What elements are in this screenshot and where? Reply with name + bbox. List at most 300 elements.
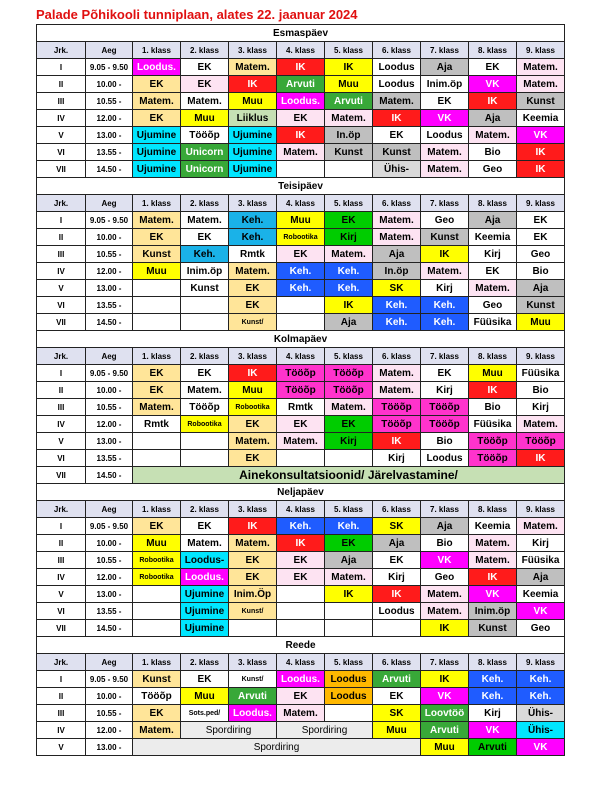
lesson-cell: EK xyxy=(229,416,277,433)
day-title-row xyxy=(37,178,565,195)
lesson-cell: Keh. xyxy=(277,263,325,280)
lesson-cell: Robootika xyxy=(133,569,181,586)
lesson-cell: SK xyxy=(373,705,421,722)
column-header: 5. klass xyxy=(325,42,373,59)
lesson-cell: Rmtk xyxy=(133,416,181,433)
lesson-cell: Inim.Öp xyxy=(229,586,277,603)
lesson-cell: Arvuti xyxy=(469,739,517,756)
lesson-cell xyxy=(133,603,181,620)
lesson-cell: Keemia xyxy=(469,229,517,246)
lesson-cell: Rmtk xyxy=(277,399,325,416)
lesson-cell: IK xyxy=(517,450,565,467)
lesson-cell: In.öp xyxy=(325,127,373,144)
lesson-cell: Aja xyxy=(469,212,517,229)
lesson-cell: Loodus xyxy=(421,450,469,467)
lesson-cell: Füüsika xyxy=(469,416,517,433)
lesson-cell: Matem. xyxy=(469,280,517,297)
lesson-row xyxy=(37,212,565,229)
column-header: 2. klass xyxy=(181,195,229,212)
lesson-cell: EK xyxy=(133,110,181,127)
day-title-row xyxy=(37,25,565,42)
lesson-time: 13.00 - xyxy=(86,280,133,297)
lesson-cell: Ühis- xyxy=(373,161,421,178)
lesson-cell: Loodus. xyxy=(277,671,325,688)
lesson-cell: Kirj xyxy=(517,399,565,416)
column-header: 8. klass xyxy=(469,42,517,59)
lesson-cell: Matem. xyxy=(421,161,469,178)
lesson-number: VII xyxy=(37,161,86,178)
lesson-cell: Arvuti xyxy=(325,93,373,110)
lesson-cell: Aja xyxy=(421,59,469,76)
lesson-cell: Matem. xyxy=(421,586,469,603)
column-header: 9. klass xyxy=(517,654,565,671)
lesson-time: 12.00 - xyxy=(86,722,133,739)
lesson-cell: Kunst xyxy=(517,93,565,110)
column-header: 9. klass xyxy=(517,501,565,518)
lesson-row xyxy=(37,144,565,161)
lesson-cell: Matem. xyxy=(373,93,421,110)
lesson-cell: Unicorn xyxy=(181,144,229,161)
lesson-cell: Tööõp xyxy=(517,433,565,450)
lesson-cell: SK xyxy=(373,280,421,297)
lesson-number: I xyxy=(37,212,86,229)
lesson-cell xyxy=(373,620,421,637)
lesson-cell: Muu xyxy=(133,263,181,280)
lesson-cell: Muu xyxy=(181,688,229,705)
lesson-cell: IK xyxy=(325,297,373,314)
lesson-cell: IK xyxy=(325,586,373,603)
lesson-cell: Ujumine xyxy=(181,603,229,620)
lesson-row xyxy=(37,671,565,688)
lesson-cell: Matem. xyxy=(277,705,325,722)
lesson-cell: Geo xyxy=(517,620,565,637)
lesson-cell: IK xyxy=(373,586,421,603)
lesson-cell: Matem. xyxy=(469,127,517,144)
lesson-cell xyxy=(133,450,181,467)
lesson-cell: Geo xyxy=(517,246,565,263)
column-header: 2. klass xyxy=(181,348,229,365)
lesson-cell: Unicorn xyxy=(181,161,229,178)
header-row xyxy=(37,42,565,59)
lesson-time: 9.05 - 9.50 xyxy=(86,671,133,688)
lesson-cell: IK xyxy=(229,518,277,535)
lesson-cell: Matem. xyxy=(277,433,325,450)
lesson-cell: Ujumine xyxy=(133,144,181,161)
lesson-cell: VK xyxy=(421,552,469,569)
lesson-cell xyxy=(325,603,373,620)
lesson-cell: Muu xyxy=(325,76,373,93)
lesson-cell: Kunst xyxy=(469,620,517,637)
consultation-cell: Ainekonsultatsioonid/ Järelvastamine/ xyxy=(133,467,565,484)
column-header: 9. klass xyxy=(517,195,565,212)
lesson-cell: Keh. xyxy=(517,671,565,688)
lesson-number: V xyxy=(37,433,86,450)
day-title: Reede xyxy=(37,637,565,654)
lesson-cell xyxy=(277,586,325,603)
lesson-cell: Kunst xyxy=(325,144,373,161)
column-header: Jrk. xyxy=(37,501,86,518)
lesson-time: 13.55 - xyxy=(86,450,133,467)
day-title-row xyxy=(37,637,565,654)
lesson-cell: Robootika xyxy=(277,229,325,246)
lesson-cell: EK xyxy=(277,416,325,433)
lesson-time: 12.00 - xyxy=(86,110,133,127)
lesson-cell xyxy=(181,314,229,331)
column-header: 4. klass xyxy=(277,501,325,518)
lesson-row xyxy=(37,280,565,297)
lesson-cell: VK xyxy=(469,586,517,603)
lesson-number: VI xyxy=(37,297,86,314)
header-row xyxy=(37,654,565,671)
column-header: 2. klass xyxy=(181,654,229,671)
header-row xyxy=(37,501,565,518)
column-header: 3. klass xyxy=(229,195,277,212)
lesson-cell: Tööõp xyxy=(325,365,373,382)
lesson-cell: IK xyxy=(469,382,517,399)
lesson-time: 14.50 - xyxy=(86,161,133,178)
lesson-cell: Matem. xyxy=(517,76,565,93)
lesson-cell: Aja xyxy=(373,535,421,552)
lesson-row xyxy=(37,110,565,127)
lesson-cell: Ujumine xyxy=(229,127,277,144)
lesson-cell: Matem. xyxy=(373,229,421,246)
lesson-time: 12.00 - xyxy=(86,263,133,280)
lesson-cell: Loodus. xyxy=(181,569,229,586)
column-header: Aeg xyxy=(86,42,133,59)
lesson-cell xyxy=(277,603,325,620)
lesson-cell: Bio xyxy=(517,263,565,280)
lesson-number: V xyxy=(37,127,86,144)
column-header: 5. klass xyxy=(325,195,373,212)
header-row xyxy=(37,195,565,212)
lesson-cell: Muu xyxy=(133,535,181,552)
column-header: 7. klass xyxy=(421,42,469,59)
lesson-cell: EK xyxy=(277,569,325,586)
column-header: 6. klass xyxy=(373,654,421,671)
lesson-cell: Keh. xyxy=(469,688,517,705)
lesson-cell: Keemia xyxy=(469,518,517,535)
lesson-cell: Liiklus xyxy=(229,110,277,127)
lesson-cell: EK xyxy=(277,110,325,127)
header-row xyxy=(37,348,565,365)
lesson-cell: Matem. xyxy=(421,263,469,280)
lesson-cell xyxy=(181,450,229,467)
lesson-cell: IK xyxy=(325,59,373,76)
lesson-cell: Inim.öp xyxy=(469,603,517,620)
lesson-number: IV xyxy=(37,110,86,127)
lesson-cell: Kirj xyxy=(325,229,373,246)
lesson-cell: Aja xyxy=(517,569,565,586)
lesson-cell: Keh. xyxy=(325,263,373,280)
lesson-row xyxy=(37,705,565,722)
day-title: Neljapäev xyxy=(37,484,565,501)
lesson-cell: Muu xyxy=(469,365,517,382)
lesson-cell: EK xyxy=(517,229,565,246)
lesson-cell: Matem. xyxy=(469,552,517,569)
lesson-cell: Muu xyxy=(229,93,277,110)
lesson-cell: Kirj xyxy=(373,450,421,467)
lesson-cell: IK xyxy=(517,144,565,161)
lesson-number: I xyxy=(37,671,86,688)
lesson-cell: Kirj xyxy=(469,246,517,263)
lesson-row xyxy=(37,297,565,314)
lesson-cell xyxy=(133,620,181,637)
lesson-cell: Kunst/ xyxy=(229,603,277,620)
lesson-cell: Kunst xyxy=(133,671,181,688)
lesson-cell: Arvuti xyxy=(373,671,421,688)
consultation-row xyxy=(37,467,565,484)
lesson-number: III xyxy=(37,399,86,416)
day-title: Teisipäev xyxy=(37,178,565,195)
lesson-cell: Keh. xyxy=(373,314,421,331)
lesson-cell: Kunst/ xyxy=(229,671,277,688)
lesson-cell: Füüsika xyxy=(469,314,517,331)
lesson-number: IV xyxy=(37,416,86,433)
column-header: 7. klass xyxy=(421,654,469,671)
lesson-cell: Bio xyxy=(469,399,517,416)
lesson-cell: Matem. xyxy=(517,59,565,76)
lesson-row xyxy=(37,161,565,178)
lesson-cell: Muu xyxy=(373,722,421,739)
lesson-cell: Tööõp xyxy=(373,399,421,416)
lesson-cell: Matem. xyxy=(469,535,517,552)
day-title-row xyxy=(37,331,565,348)
lesson-cell: Matem. xyxy=(181,93,229,110)
lesson-cell: Matem. xyxy=(421,603,469,620)
lesson-cell: Matem. xyxy=(325,246,373,263)
lesson-cell: Aja xyxy=(325,314,373,331)
lesson-cell: Muu xyxy=(229,382,277,399)
lesson-cell: IK xyxy=(277,127,325,144)
lesson-time: 9.05 - 9.50 xyxy=(86,212,133,229)
lesson-cell: Tööõp xyxy=(373,416,421,433)
lesson-number: I xyxy=(37,365,86,382)
lesson-time: 13.00 - xyxy=(86,433,133,450)
lesson-cell: Tööõp xyxy=(277,382,325,399)
lesson-cell: Inim.öp xyxy=(181,263,229,280)
lesson-cell: Ühis- xyxy=(517,705,565,722)
lesson-cell: EK xyxy=(133,705,181,722)
lesson-cell: Inim.öp xyxy=(421,76,469,93)
lesson-cell: Matem. xyxy=(229,433,277,450)
lesson-row xyxy=(37,382,565,399)
lesson-cell: Matem. xyxy=(229,535,277,552)
lesson-cell: Keh. xyxy=(469,671,517,688)
lesson-number: I xyxy=(37,59,86,76)
lesson-cell: IK xyxy=(421,246,469,263)
lesson-cell: IK xyxy=(421,671,469,688)
lesson-cell: EK xyxy=(421,93,469,110)
lesson-cell: Keh. xyxy=(373,297,421,314)
lesson-cell: Matem. xyxy=(373,382,421,399)
column-header: 7. klass xyxy=(421,348,469,365)
column-header: 1. klass xyxy=(133,195,181,212)
lesson-cell: Matem. xyxy=(181,382,229,399)
column-header: 2. klass xyxy=(181,501,229,518)
lesson-cell: Matem. xyxy=(373,212,421,229)
lesson-number: V xyxy=(37,586,86,603)
lesson-cell: Geo xyxy=(421,212,469,229)
lesson-cell xyxy=(133,314,181,331)
column-header: 8. klass xyxy=(469,501,517,518)
lesson-cell: Keh. xyxy=(277,518,325,535)
lesson-cell: Keh. xyxy=(181,246,229,263)
lesson-number: VI xyxy=(37,603,86,620)
lesson-cell: Matem. xyxy=(421,144,469,161)
column-header: 7. klass xyxy=(421,195,469,212)
lesson-cell: IK xyxy=(469,569,517,586)
lesson-cell: Ujumine xyxy=(181,620,229,637)
column-header: 4. klass xyxy=(277,348,325,365)
lesson-cell xyxy=(325,161,373,178)
lesson-cell: Tööõp xyxy=(181,399,229,416)
column-header: Jrk. xyxy=(37,42,86,59)
lesson-cell xyxy=(133,433,181,450)
lesson-cell: Muu xyxy=(181,110,229,127)
lesson-cell: Loodus xyxy=(325,671,373,688)
lesson-row xyxy=(37,229,565,246)
lesson-time: 9.05 - 9.50 xyxy=(86,365,133,382)
lesson-cell: Keh. xyxy=(229,229,277,246)
lesson-cell: Keh. xyxy=(517,688,565,705)
lesson-cell xyxy=(133,280,181,297)
lesson-number: IV xyxy=(37,722,86,739)
lesson-cell: EK xyxy=(517,212,565,229)
lesson-cell: EK xyxy=(277,246,325,263)
column-header: 8. klass xyxy=(469,654,517,671)
lesson-cell: Ühis- xyxy=(517,722,565,739)
lesson-cell: EK xyxy=(181,365,229,382)
lesson-number: II xyxy=(37,229,86,246)
lesson-row xyxy=(37,246,565,263)
column-header: Aeg xyxy=(86,195,133,212)
lesson-cell: Matem. xyxy=(325,569,373,586)
lesson-number: II xyxy=(37,688,86,705)
lesson-cell: SK xyxy=(373,518,421,535)
lesson-time: 14.50 - xyxy=(86,467,133,484)
lesson-time: 9.05 - 9.50 xyxy=(86,59,133,76)
lesson-cell xyxy=(229,620,277,637)
lesson-cell: Aja xyxy=(517,280,565,297)
lesson-cell: VK xyxy=(517,127,565,144)
lesson-cell: EK xyxy=(229,297,277,314)
column-header: 7. klass xyxy=(421,501,469,518)
lesson-time: 10.55 - xyxy=(86,246,133,263)
lesson-row xyxy=(37,518,565,535)
lesson-cell: EK xyxy=(181,671,229,688)
lesson-cell: EK xyxy=(133,518,181,535)
lesson-cell: Loodus xyxy=(373,59,421,76)
lesson-cell: IK xyxy=(373,110,421,127)
sport-cell: Spordiring xyxy=(181,722,277,739)
lesson-cell xyxy=(277,297,325,314)
lesson-row xyxy=(37,688,565,705)
lesson-cell: Keh. xyxy=(277,280,325,297)
column-header: Aeg xyxy=(86,501,133,518)
lesson-cell: Aja xyxy=(373,246,421,263)
lesson-cell: Matem. xyxy=(517,518,565,535)
column-header: 8. klass xyxy=(469,195,517,212)
column-header: 2. klass xyxy=(181,42,229,59)
lesson-cell: Bio xyxy=(469,144,517,161)
column-header: 6. klass xyxy=(373,42,421,59)
lesson-cell: Matem. xyxy=(181,212,229,229)
lesson-cell: VK xyxy=(421,110,469,127)
lesson-number: II xyxy=(37,535,86,552)
lesson-time: 13.00 - xyxy=(86,127,133,144)
lesson-number: III xyxy=(37,552,86,569)
lesson-cell: EK xyxy=(421,365,469,382)
column-header: Jrk. xyxy=(37,348,86,365)
timetable xyxy=(36,24,565,756)
lesson-cell: Bio xyxy=(421,535,469,552)
lesson-cell: EK xyxy=(181,76,229,93)
lesson-cell: Kunst xyxy=(181,280,229,297)
column-header: 8. klass xyxy=(469,348,517,365)
lesson-cell: Geo xyxy=(469,297,517,314)
lesson-cell: EK xyxy=(325,535,373,552)
lesson-cell: EK xyxy=(181,518,229,535)
lesson-cell: EK xyxy=(229,569,277,586)
lesson-cell: Kirj xyxy=(421,382,469,399)
lesson-cell: EK xyxy=(469,263,517,280)
lesson-cell: Keh. xyxy=(421,297,469,314)
lesson-cell: EK xyxy=(325,212,373,229)
lesson-number: IV xyxy=(37,569,86,586)
lesson-cell: IK xyxy=(373,433,421,450)
lesson-cell: Robootika xyxy=(181,416,229,433)
lesson-number: V xyxy=(37,739,86,756)
lesson-cell: Keh. xyxy=(325,518,373,535)
lesson-cell: Matem. xyxy=(133,93,181,110)
lesson-time: 10.00 - xyxy=(86,688,133,705)
lesson-cell: IK xyxy=(229,365,277,382)
lesson-row xyxy=(37,416,565,433)
lesson-cell: EK xyxy=(277,552,325,569)
lesson-cell: Tööõp xyxy=(421,416,469,433)
lesson-cell: Tööõp xyxy=(325,382,373,399)
lesson-row xyxy=(37,93,565,110)
lesson-cell: Robootika xyxy=(229,399,277,416)
lesson-cell: Loodus xyxy=(421,127,469,144)
day-title: Kolmapäev xyxy=(37,331,565,348)
column-header: 3. klass xyxy=(229,654,277,671)
column-header: 9. klass xyxy=(517,42,565,59)
lesson-row xyxy=(37,365,565,382)
column-header: 5. klass xyxy=(325,348,373,365)
lesson-cell: Matem. xyxy=(229,59,277,76)
lesson-cell: EK xyxy=(229,450,277,467)
column-header: 4. klass xyxy=(277,654,325,671)
lesson-cell: EK xyxy=(373,688,421,705)
lesson-cell: VK xyxy=(469,722,517,739)
column-header: 1. klass xyxy=(133,501,181,518)
lesson-row xyxy=(37,620,565,637)
lesson-cell: Muu xyxy=(517,314,565,331)
lesson-cell: Füüsika xyxy=(517,552,565,569)
lesson-time: 12.00 - xyxy=(86,569,133,586)
lesson-time: 10.00 - xyxy=(86,382,133,399)
lesson-cell: Tööõp xyxy=(181,127,229,144)
lesson-time: 13.00 - xyxy=(86,586,133,603)
lesson-cell: Aja xyxy=(421,518,469,535)
lesson-cell: Loodus xyxy=(325,688,373,705)
lesson-cell: EK xyxy=(229,552,277,569)
lesson-row xyxy=(37,552,565,569)
lesson-cell: Keh. xyxy=(421,314,469,331)
lesson-cell xyxy=(325,620,373,637)
lesson-cell xyxy=(325,705,373,722)
